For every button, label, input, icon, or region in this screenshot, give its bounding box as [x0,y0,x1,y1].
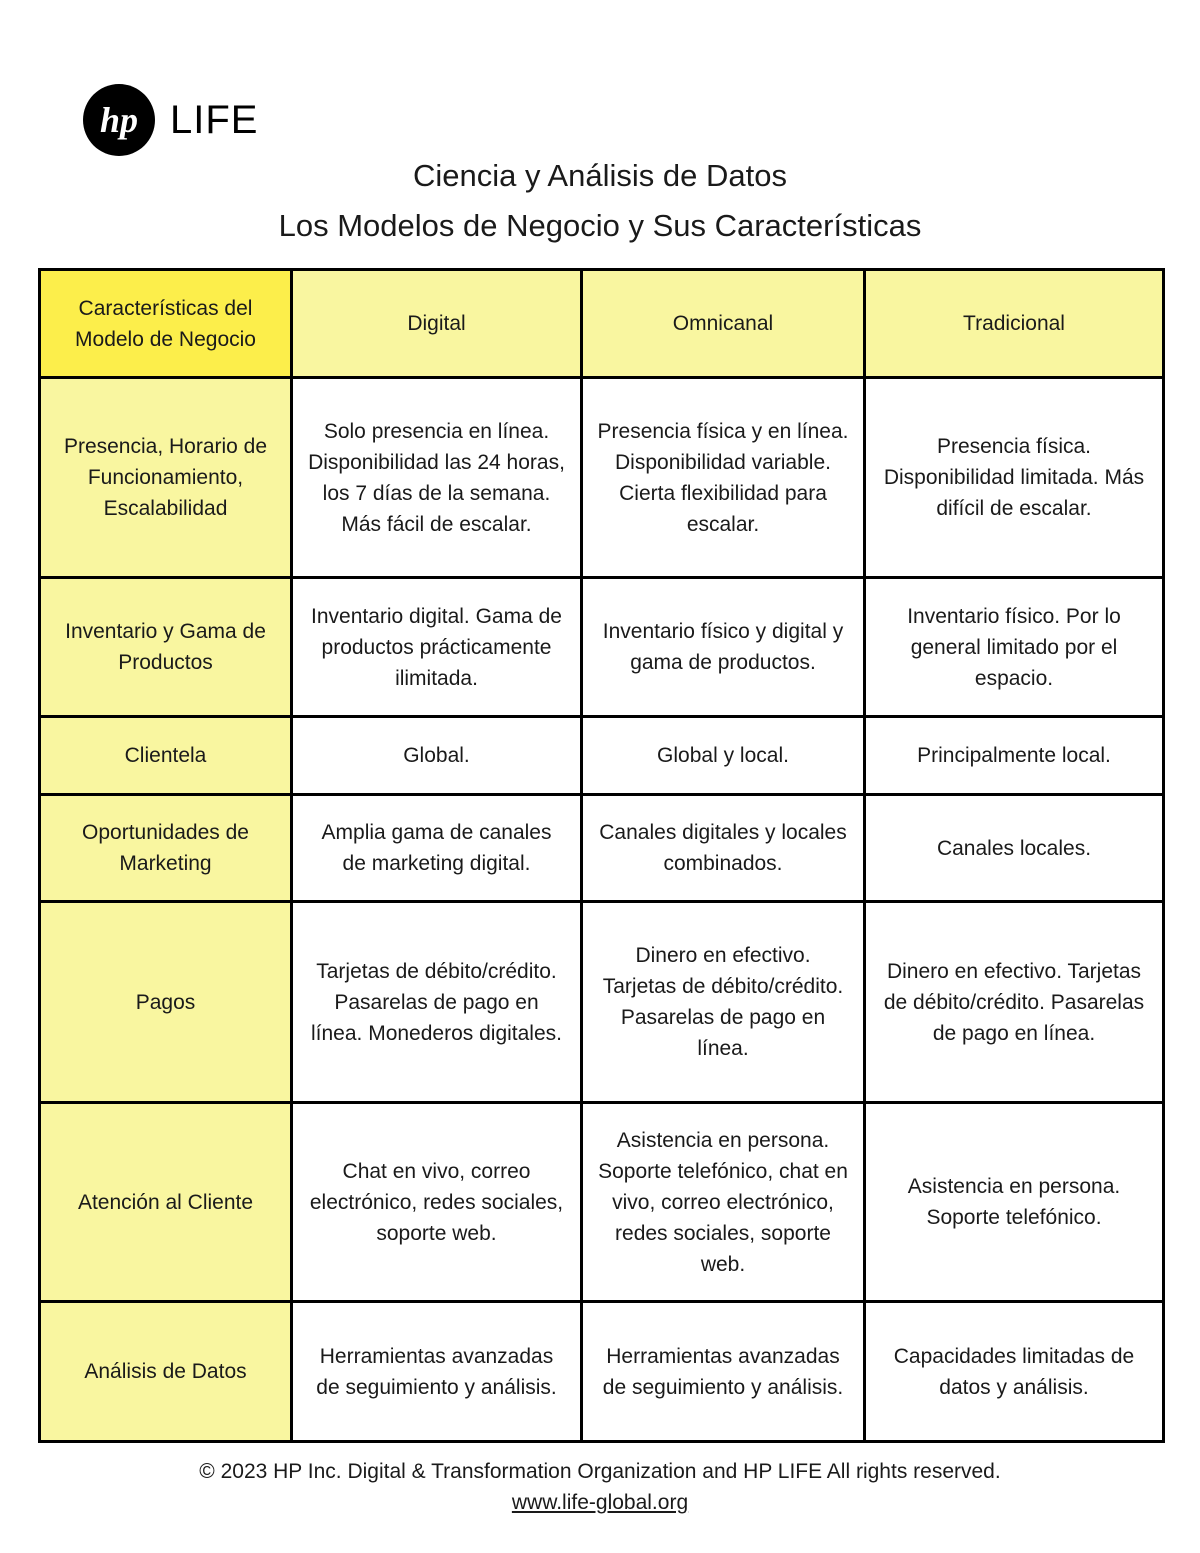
table-cell: Herramientas avanzadas de seguimiento y análisis. [582,1302,865,1442]
row-header: Presencia, Horario de Funcionamiento, Escalabilidad [40,378,292,578]
table-cell: Presencia física y en línea. Disponibilidad variable. Cierta flexibilidad para escalar. [582,378,865,578]
row-header: Atención al Cliente [40,1103,292,1302]
table-cell: Asistencia en persona. Soporte telefónico, chat en vivo, correo electrónico, redes sociales, soporte web. [582,1103,865,1302]
table-cell: Dinero en efectivo. Tarjetas de débito/crédito. Pasarelas de pago en línea. [582,902,865,1103]
page-subtitle: Los Modelos de Negocio y Sus Características [278,208,922,243]
website-link[interactable]: www.life-global.org [511,1491,689,1514]
table-cell: Global. [292,717,582,795]
table-cell: Canales locales. [865,795,1164,902]
footer-link-wrap [0,1491,1200,1515]
table-cell: Herramientas avanzadas de seguimiento y análisis. [292,1302,582,1442]
table-cell: Inventario digital. Gama de productos prácticamente ilimitada. [292,578,582,717]
table-cell: Inventario físico. Por lo general limitado por el espacio. [865,578,1164,717]
column-header-digital: Digital [292,270,582,378]
table-cell: Dinero en efectivo. Tarjetas de débito/crédito. Pasarelas de pago en línea. [865,902,1164,1103]
table-row [40,578,1164,717]
table-cell: Inventario físico y digital y gama de productos. [582,578,865,717]
table-cell: Canales digitales y locales combinados. [582,795,865,902]
column-header-omnicanal: Omnicanal [582,270,865,378]
table-cell: Capacidades limitadas de datos y análisis. [865,1302,1164,1442]
copyright-notice: © 2023 HP Inc. Digital & Transformation Organization and HP LIFE All rights reserved. [199,1460,1001,1483]
table-cell: Asistencia en persona. Soporte telefónico. [865,1103,1164,1302]
hp-logo-icon [82,83,156,157]
table-cell: Presencia física. Disponibilidad limitada. Más difícil de escalar. [865,378,1164,578]
corner-header: Características del Modelo de Negocio [40,270,292,378]
row-header: Clientela [40,717,292,795]
table-row [40,902,1164,1103]
table-cell: Solo presencia en línea. Disponibilidad las 24 horas, los 7 días de la semana. Más fácil de escalar. [292,378,582,578]
svg-text:hp: hp [99,100,139,140]
table-row [40,717,1164,795]
table-cell: Principalmente local. [865,717,1164,795]
table-cell: Tarjetas de débito/crédito. Pasarelas de pago en línea. Monederos digitales. [292,902,582,1103]
column-header-tradicional: Tradicional [865,270,1164,378]
hp-life-logo [82,84,258,156]
row-header: Análisis de Datos [40,1302,292,1442]
row-header: Inventario y Gama de Productos [40,578,292,717]
table-cell: Amplia gama de canales de marketing digital. [292,795,582,902]
row-header: Oportunidades de Marketing [40,795,292,902]
table-row [40,1302,1164,1442]
table-cell: Chat en vivo, correo electrónico, redes sociales, soporte web. [292,1103,582,1302]
business-models-table [38,268,1165,1443]
logo-product-name: LIFE [170,97,259,142]
row-header: Pagos [40,902,292,1103]
table-cell: Global y local. [582,717,865,795]
table-row [40,795,1164,902]
table-row [40,1103,1164,1302]
table-header-row [40,270,1164,378]
page-title: Ciencia y Análisis de Datos [413,158,787,193]
table-row [40,378,1164,578]
